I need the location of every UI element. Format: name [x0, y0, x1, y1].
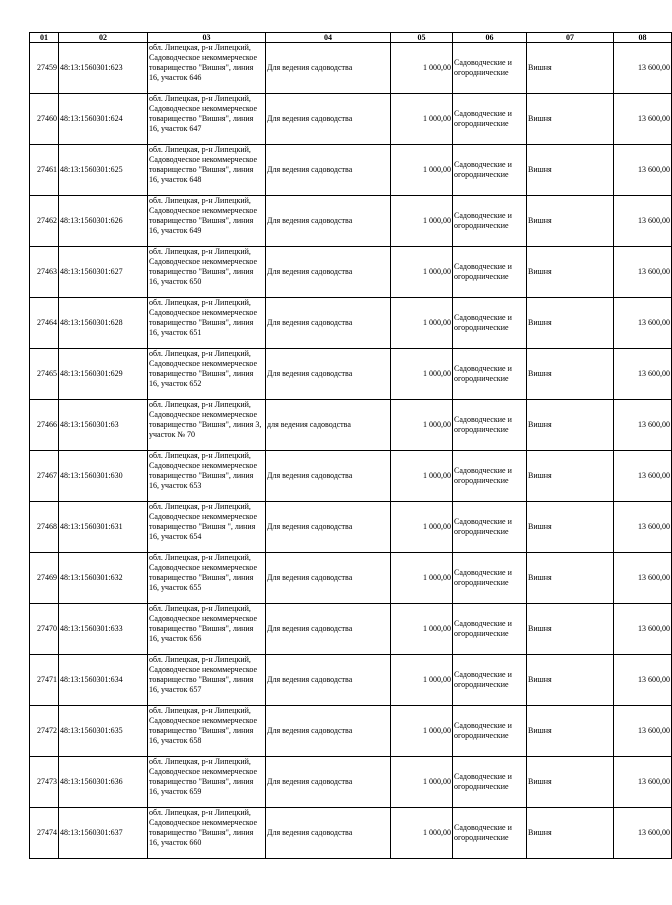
partnership-name-cell: Вишня — [527, 553, 614, 604]
header-row — [30, 33, 672, 43]
row-number-cell: 27473 — [30, 757, 59, 808]
address-cell — [148, 604, 266, 655]
row-number-cell: 27471 — [30, 655, 59, 706]
cadastral-value-cell: 13 600,00 — [614, 451, 672, 502]
cadastral-number-cell: 48:13:1560301:625 — [59, 145, 148, 196]
row-number-cell: 27459 — [30, 43, 59, 94]
cadastral-value-cell: 13 600,00 — [614, 706, 672, 757]
cadastral-value-cell: 13 600,00 — [614, 502, 672, 553]
address-text: обл. Липецкая, р-н Липецкий, Садоводческое некоммерческое товарищество "Вишня", линия 16, участок 651 — [149, 298, 258, 337]
row-number-cell: 27460 — [30, 94, 59, 145]
table-row — [30, 451, 672, 502]
table-row — [30, 247, 672, 298]
cadastral-number-cell: 48:13:1560301:630 — [59, 451, 148, 502]
permitted-use-cell: Для ведения садоводства — [266, 298, 391, 349]
cadastral-number-cell: 48:13:1560301:627 — [59, 247, 148, 298]
address-text: обл. Липецкая, р-н Липецкий, Садоводческое некоммерческое товарищество "Вишня", линия 3, участок № 70 — [149, 400, 262, 439]
address-cell — [148, 400, 266, 451]
partnership-name-cell: Вишня — [527, 706, 614, 757]
cadastral-value-cell: 13 600,00 — [614, 604, 672, 655]
partnership-name-cell: Вишня — [527, 298, 614, 349]
table-row — [30, 298, 672, 349]
table-row — [30, 553, 672, 604]
address-cell — [148, 196, 266, 247]
land-category-cell: Садоводческие и огороднические — [453, 757, 527, 808]
column-header-04: 04 — [266, 33, 391, 43]
land-category-cell: Садоводческие и огороднические — [453, 706, 527, 757]
partnership-name-cell: Вишня — [527, 400, 614, 451]
partnership-name-cell: Вишня — [527, 604, 614, 655]
permitted-use-cell: для ведения садоводства — [266, 400, 391, 451]
partnership-name-cell: Вишня — [527, 757, 614, 808]
area-cell: 1 000,00 — [391, 349, 453, 400]
table-row — [30, 349, 672, 400]
permitted-use-cell: Для ведения садоводства — [266, 94, 391, 145]
cadastral-number-cell: 48:13:1560301:636 — [59, 757, 148, 808]
row-number-cell: 27466 — [30, 400, 59, 451]
land-category-cell: Садоводческие и огороднические — [453, 94, 527, 145]
table-row — [30, 94, 672, 145]
table-row — [30, 706, 672, 757]
address-cell — [148, 757, 266, 808]
permitted-use-cell: Для ведения садоводства — [266, 757, 391, 808]
cadastral-value-cell: 13 600,00 — [614, 298, 672, 349]
partnership-name-cell: Вишня — [527, 349, 614, 400]
area-cell: 1 000,00 — [391, 808, 453, 859]
cadastral-value-cell: 13 600,00 — [614, 43, 672, 94]
area-cell: 1 000,00 — [391, 43, 453, 94]
table-row — [30, 757, 672, 808]
column-header-01: 01 — [30, 33, 59, 43]
area-cell: 1 000,00 — [391, 502, 453, 553]
cadastral-value-cell: 13 600,00 — [614, 247, 672, 298]
table-row — [30, 400, 672, 451]
column-header-02: 02 — [59, 33, 148, 43]
cadastral-value-cell: 13 600,00 — [614, 400, 672, 451]
address-cell — [148, 247, 266, 298]
partnership-name-cell: Вишня — [527, 145, 614, 196]
partnership-name-cell: Вишня — [527, 655, 614, 706]
area-cell: 1 000,00 — [391, 706, 453, 757]
column-header-08: 08 — [614, 33, 672, 43]
area-cell: 1 000,00 — [391, 451, 453, 502]
area-cell: 1 000,00 — [391, 94, 453, 145]
cadastral-number-cell: 48:13:1560301:628 — [59, 298, 148, 349]
row-number-cell: 27464 — [30, 298, 59, 349]
table-row — [30, 43, 672, 94]
address-cell — [148, 655, 266, 706]
permitted-use-cell: Для ведения садоводства — [266, 196, 391, 247]
address-text: обл. Липецкая, р-н Липецкий, Садоводческое некоммерческое товарищество "Вишня", линия 16, участок 648 — [149, 145, 258, 184]
cadastral-value-cell: 13 600,00 — [614, 808, 672, 859]
row-number-cell: 27469 — [30, 553, 59, 604]
land-category-cell: Садоводческие и огороднические — [453, 43, 527, 94]
address-text: обл. Липецкая, р-н Липецкий, Садоводческое некоммерческое товарищество "Вишня", линия 16, участок 656 — [149, 604, 258, 643]
permitted-use-cell: Для ведения садоводства — [266, 451, 391, 502]
permitted-use-cell: Для ведения садоводства — [266, 706, 391, 757]
address-text: обл. Липецкая, р-н Липецкий, Садоводческое некоммерческое товарищество "Вишня", линия 16, участок 657 — [149, 655, 258, 694]
address-text: обл. Липецкая, р-н Липецкий, Садоводческое некоммерческое товарищество "Вишня", линия 16, участок 653 — [149, 451, 258, 490]
row-number-cell: 27470 — [30, 604, 59, 655]
cadastral-number-cell: 48:13:1560301:635 — [59, 706, 148, 757]
table-row — [30, 604, 672, 655]
address-text: обл. Липецкая, р-н Липецкий, Садоводческое некоммерческое товарищество "Вишня", линия 16, участок 660 — [149, 808, 258, 847]
cadastral-value-cell: 13 600,00 — [614, 349, 672, 400]
land-category-cell: Садоводческие и огороднические — [453, 196, 527, 247]
address-cell — [148, 808, 266, 859]
table-row — [30, 502, 672, 553]
permitted-use-cell: Для ведения садоводства — [266, 604, 391, 655]
area-cell: 1 000,00 — [391, 553, 453, 604]
address-cell — [148, 451, 266, 502]
land-plots-table — [29, 32, 672, 859]
address-cell — [148, 94, 266, 145]
land-category-cell: Садоводческие и огороднические — [453, 298, 527, 349]
partnership-name-cell: Вишня — [527, 808, 614, 859]
area-cell: 1 000,00 — [391, 400, 453, 451]
address-text: обл. Липецкая, р-н Липецкий, Садоводческое некоммерческое товарищество "Вишня", линия 16, участок 649 — [149, 196, 258, 235]
permitted-use-cell: Для ведения садоводства — [266, 145, 391, 196]
table-row — [30, 145, 672, 196]
area-cell: 1 000,00 — [391, 196, 453, 247]
area-cell: 1 000,00 — [391, 298, 453, 349]
column-header-03: 03 — [148, 33, 266, 43]
address-cell — [148, 43, 266, 94]
cadastral-value-cell: 13 600,00 — [614, 757, 672, 808]
address-text: обл. Липецкая, р-н Липецкий, Садоводческое некоммерческое товарищество "Вишня", линия 16, участок 647 — [149, 94, 258, 133]
table-body — [30, 43, 672, 859]
table-row — [30, 196, 672, 247]
permitted-use-cell: Для ведения садоводства — [266, 349, 391, 400]
address-text: обл. Липецкая, р-н Липецкий, Садоводческое некоммерческое товарищество "Вишня", линия 16, участок 646 — [149, 43, 258, 82]
cadastral-number-cell: 48:13:1560301:637 — [59, 808, 148, 859]
row-number-cell: 27461 — [30, 145, 59, 196]
permitted-use-cell: Для ведения садоводства — [266, 247, 391, 298]
address-text: обл. Липецкая, р-н Липецкий, Садоводческое некоммерческое товарищество "Вишня", линия 16, участок 650 — [149, 247, 258, 286]
address-cell — [148, 553, 266, 604]
partnership-name-cell: Вишня — [527, 43, 614, 94]
address-text: обл. Липецкая, р-н Липецкий, Садоводческое некоммерческое товарищество "Вишня", линия 16, участок 658 — [149, 706, 258, 745]
address-cell — [148, 298, 266, 349]
permitted-use-cell: Для ведения садоводства — [266, 808, 391, 859]
cadastral-number-cell: 48:13:1560301:624 — [59, 94, 148, 145]
row-number-cell: 27472 — [30, 706, 59, 757]
land-category-cell: Садоводческие и огороднические — [453, 808, 527, 859]
land-category-cell: Садоводческие и огороднические — [453, 451, 527, 502]
address-text: обл. Липецкая, р-н Липецкий, Садоводческое некоммерческое товарищество "Вишня ", линия 16, участок 654 — [149, 502, 258, 541]
cadastral-value-cell: 13 600,00 — [614, 655, 672, 706]
cadastral-number-cell: 48:13:1560301:634 — [59, 655, 148, 706]
land-category-cell: Садоводческие и огороднические — [453, 553, 527, 604]
row-number-cell: 27465 — [30, 349, 59, 400]
partnership-name-cell: Вишня — [527, 247, 614, 298]
permitted-use-cell: Для ведения садоводства — [266, 553, 391, 604]
row-number-cell: 27463 — [30, 247, 59, 298]
cadastral-number-cell: 48:13:1560301:626 — [59, 196, 148, 247]
row-number-cell: 27468 — [30, 502, 59, 553]
land-category-cell: Садоводческие и огороднические — [453, 655, 527, 706]
land-category-cell: Садоводческие и огороднические — [453, 502, 527, 553]
column-header-06: 06 — [453, 33, 527, 43]
row-number-cell: 27462 — [30, 196, 59, 247]
area-cell: 1 000,00 — [391, 655, 453, 706]
cadastral-number-cell: 48:13:1560301:623 — [59, 43, 148, 94]
cadastral-value-cell: 13 600,00 — [614, 196, 672, 247]
land-category-cell: Садоводческие и огороднические — [453, 349, 527, 400]
cadastral-value-cell: 13 600,00 — [614, 145, 672, 196]
row-number-cell: 27474 — [30, 808, 59, 859]
area-cell: 1 000,00 — [391, 757, 453, 808]
table-row — [30, 808, 672, 859]
partnership-name-cell: Вишня — [527, 451, 614, 502]
land-category-cell: Садоводческие и огороднические — [453, 145, 527, 196]
area-cell: 1 000,00 — [391, 604, 453, 655]
land-category-cell: Садоводческие и огороднические — [453, 604, 527, 655]
address-text: обл. Липецкая, р-н Липецкий, Садоводческое некоммерческое товарищество "Вишня", линия 16, участок 655 — [149, 553, 258, 592]
table-row — [30, 655, 672, 706]
column-header-07: 07 — [527, 33, 614, 43]
permitted-use-cell: Для ведения садоводства — [266, 502, 391, 553]
address-cell — [148, 502, 266, 553]
address-text: обл. Липецкая, р-н Липецкий, Садоводческое некоммерческое товарищество "Вишня", линия 16, участок 652 — [149, 349, 258, 388]
address-cell — [148, 706, 266, 757]
permitted-use-cell: Для ведения садоводства — [266, 655, 391, 706]
area-cell: 1 000,00 — [391, 247, 453, 298]
land-category-cell: Садоводческие и огороднические — [453, 400, 527, 451]
cadastral-number-cell: 48:13:1560301:633 — [59, 604, 148, 655]
cadastral-number-cell: 48:13:1560301:629 — [59, 349, 148, 400]
partnership-name-cell: Вишня — [527, 502, 614, 553]
area-cell: 1 000,00 — [391, 145, 453, 196]
land-category-cell: Садоводческие и огороднические — [453, 247, 527, 298]
address-text: обл. Липецкая, р-н Липецкий, Садоводческое некоммерческое товарищество "Вишня", линия 16, участок 659 — [149, 757, 258, 796]
partnership-name-cell: Вишня — [527, 94, 614, 145]
partnership-name-cell: Вишня — [527, 196, 614, 247]
cadastral-number-cell: 48:13:1560301:631 — [59, 502, 148, 553]
row-number-cell: 27467 — [30, 451, 59, 502]
address-cell — [148, 349, 266, 400]
cadastral-number-cell: 48:13:1560301:63 — [59, 400, 148, 451]
permitted-use-cell: Для ведения садоводства — [266, 43, 391, 94]
cadastral-value-cell: 13 600,00 — [614, 94, 672, 145]
cadastral-number-cell: 48:13:1560301:632 — [59, 553, 148, 604]
column-header-05: 05 — [391, 33, 453, 43]
address-cell — [148, 145, 266, 196]
cadastral-value-cell: 13 600,00 — [614, 553, 672, 604]
